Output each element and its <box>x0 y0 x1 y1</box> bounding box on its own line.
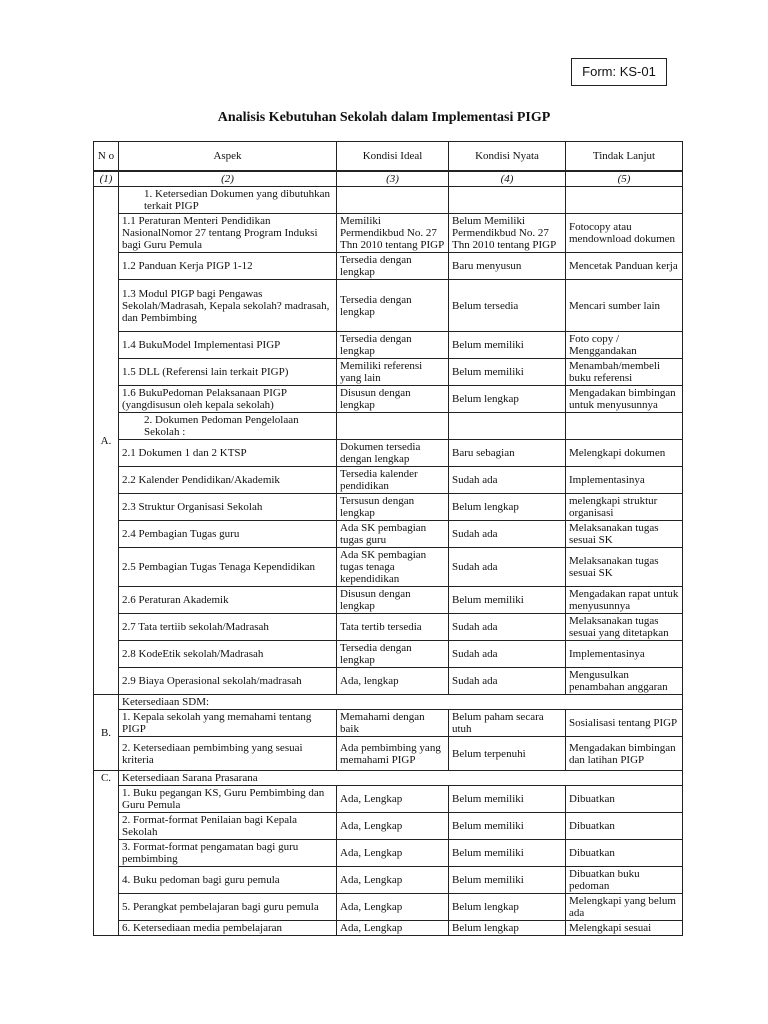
tindak-lanjut-cell <box>566 187 683 214</box>
kondisi-nyata-cell: Belum paham secara utuh <box>449 710 566 737</box>
tindak-lanjut-cell: Foto copy / Menggandakan <box>566 332 683 359</box>
kondisi-ideal-cell: Tersedia dengan lengkap <box>337 332 449 359</box>
kondisi-ideal-cell: Tersusun dengan lengkap <box>337 494 449 521</box>
tindak-lanjut-cell: Fotocopy atau mendownload dokumen <box>566 214 683 253</box>
aspek-cell: 3. Format-format pengamatan bagi guru pembimbing <box>119 840 337 867</box>
kondisi-ideal-cell: Ada, lengkap <box>337 668 449 695</box>
document-title: Analisis Kebutuhan Sekolah dalam Implementasi PIGP <box>217 110 551 125</box>
header-kondisi-nyata: Kondisi Nyata <box>449 142 566 172</box>
kondisi-nyata-cell: Sudah ada <box>449 641 566 668</box>
column-number-row <box>94 171 683 187</box>
table-row <box>94 548 683 587</box>
kondisi-nyata-cell: Belum lengkap <box>449 386 566 413</box>
tindak-lanjut-cell: Melaksanakan tugas sesuai SK <box>566 548 683 587</box>
aspek-cell: 1.1 Peraturan Menteri Pendidikan NasionalNomor 27 tentang Program Induksi bagi Guru Pemula <box>119 214 337 253</box>
table-row <box>94 737 683 771</box>
table-row <box>94 494 683 521</box>
table-row <box>94 467 683 494</box>
tindak-lanjut-cell: Implementasinya <box>566 467 683 494</box>
kondisi-nyata-cell <box>449 187 566 214</box>
section-label-a: A. <box>94 187 119 695</box>
tindak-lanjut-cell: Melengkapi sesuai <box>566 921 683 936</box>
kondisi-ideal-cell: Ada SK pembagian tugas guru <box>337 521 449 548</box>
kondisi-nyata-cell: Belum lengkap <box>449 494 566 521</box>
table-row <box>94 587 683 614</box>
aspek-cell: 1. Kepala sekolah yang memahami tentang PIGP <box>119 710 337 737</box>
aspek-cell: 2.4 Pembagian Tugas guru <box>119 521 337 548</box>
kondisi-ideal-cell: Disusun dengan lengkap <box>337 587 449 614</box>
table-row <box>94 786 683 813</box>
table-header-row <box>94 142 683 172</box>
kondisi-nyata-cell: Belum terpenuhi <box>449 737 566 771</box>
table-row <box>94 894 683 921</box>
table-row <box>94 867 683 894</box>
aspek-cell: 1. Buku pegangan KS, Guru Pembimbing dan Guru Pemula <box>119 786 337 813</box>
aspek-cell: 1.3 Modul PIGP bagi Pengawas Sekolah/Madrasah, Kepala sekolah? madrasah, dan Pembimbing <box>119 280 337 332</box>
aspek-cell: 2. Ketersediaan pembimbing yang sesuai kriteria <box>119 737 337 771</box>
table-row <box>94 359 683 386</box>
section-label-b: B. <box>94 695 119 771</box>
tindak-lanjut-cell: melengkapi struktur organisasi <box>566 494 683 521</box>
tindak-lanjut-cell: Melengkapi yang belum ada <box>566 894 683 921</box>
kondisi-ideal-cell: Ada, Lengkap <box>337 786 449 813</box>
tindak-lanjut-cell: Dibuatkan <box>566 786 683 813</box>
kondisi-ideal-cell: Memahami dengan baik <box>337 710 449 737</box>
kondisi-ideal-cell: Tersedia dengan lengkap <box>337 253 449 280</box>
aspek-cell: 1.4 BukuModel Implementasi PIGP <box>119 332 337 359</box>
kondisi-ideal-cell: Tersedia kalender pendidikan <box>337 467 449 494</box>
section-c-header-row <box>94 771 683 786</box>
column-number: (3) <box>337 171 449 187</box>
section-c-title: Ketersediaan Sarana Prasarana <box>119 771 683 786</box>
tindak-lanjut-cell: Mengadakan rapat untuk menyusunnya <box>566 587 683 614</box>
form-code-box <box>571 58 667 86</box>
kondisi-nyata-cell: Belum memiliki <box>449 587 566 614</box>
aspek-cell: 1.5 DLL (Referensi lain terkait PIGP) <box>119 359 337 386</box>
tindak-lanjut-cell: Mencetak Panduan kerja <box>566 253 683 280</box>
table-row <box>94 386 683 413</box>
tindak-lanjut-cell <box>566 413 683 440</box>
table-row <box>94 641 683 668</box>
column-number: (2) <box>119 171 337 187</box>
kondisi-nyata-cell: Belum memiliki <box>449 786 566 813</box>
kondisi-nyata-cell: Baru menyusun <box>449 253 566 280</box>
column-number: (4) <box>449 171 566 187</box>
kondisi-nyata-cell <box>449 413 566 440</box>
kondisi-ideal-cell <box>337 187 449 214</box>
table-row <box>94 332 683 359</box>
needs-analysis-table <box>93 141 683 936</box>
kondisi-nyata-cell: Sudah ada <box>449 668 566 695</box>
kondisi-nyata-cell: Sudah ada <box>449 467 566 494</box>
tindak-lanjut-cell: Melaksanakan tugas sesuai SK <box>566 521 683 548</box>
table-row <box>94 813 683 840</box>
aspek-cell: 2.1 Dokumen 1 dan 2 KTSP <box>119 440 337 467</box>
tindak-lanjut-cell: Menambah/membeli buku referensi <box>566 359 683 386</box>
kondisi-nyata-cell: Belum memiliki <box>449 840 566 867</box>
column-number: (1) <box>94 171 119 187</box>
kondisi-ideal-cell: Memiliki referensi yang lain <box>337 359 449 386</box>
table-row <box>94 614 683 641</box>
table-row <box>94 214 683 253</box>
kondisi-ideal-cell: Ada, Lengkap <box>337 813 449 840</box>
table-row <box>94 668 683 695</box>
tindak-lanjut-cell: Dibuatkan <box>566 813 683 840</box>
kondisi-nyata-cell: Belum memiliki <box>449 813 566 840</box>
tindak-lanjut-cell: Mengusulkan penambahan anggaran <box>566 668 683 695</box>
aspek-cell: 1.2 Panduan Kerja PIGP 1-12 <box>119 253 337 280</box>
kondisi-nyata-cell: Belum lengkap <box>449 894 566 921</box>
kondisi-ideal-cell: Tersedia dengan lengkap <box>337 280 449 332</box>
tindak-lanjut-cell: Implementasinya <box>566 641 683 668</box>
table-row <box>94 253 683 280</box>
aspek-cell: 5. Perangkat pembelajaran bagi guru pemula <box>119 894 337 921</box>
aspek-cell: 4. Buku pedoman bagi guru pemula <box>119 867 337 894</box>
kondisi-nyata-cell: Baru sebagian <box>449 440 566 467</box>
kondisi-nyata-cell: Sudah ada <box>449 521 566 548</box>
aspek-cell: 2.9 Biaya Operasional sekolah/madrasah <box>119 668 337 695</box>
table-row <box>94 413 683 440</box>
tindak-lanjut-cell: Mencari sumber lain <box>566 280 683 332</box>
table-row <box>94 187 683 214</box>
kondisi-nyata-cell: Belum memiliki <box>449 867 566 894</box>
header-no: N o <box>94 142 119 172</box>
aspek-cell: 2. Format-format Penilaian bagi Kepala Sekolah <box>119 813 337 840</box>
aspek-cell: 1.6 BukuPedoman Pelaksanaan PIGP (yangdisusun oleh kepala sekolah) <box>119 386 337 413</box>
section-b-title: Ketersediaan SDM: <box>119 695 683 710</box>
kondisi-nyata-cell: Belum memiliki <box>449 332 566 359</box>
kondisi-nyata-cell: Belum memiliki <box>449 359 566 386</box>
kondisi-ideal-cell: Ada SK pembagian tugas tenaga kependidikan <box>337 548 449 587</box>
kondisi-ideal-cell: Ada, Lengkap <box>337 894 449 921</box>
section-label-c: C. <box>94 771 119 936</box>
kondisi-ideal-cell: Dokumen tersedia dengan lengkap <box>337 440 449 467</box>
kondisi-ideal-cell: Tata tertib tersedia <box>337 614 449 641</box>
aspek-cell: 6. Ketersediaan media pembelajaran <box>119 921 337 936</box>
table-row <box>94 280 683 332</box>
table-row <box>94 521 683 548</box>
aspek-cell: 2.8 KodeEtik sekolah/Madrasah <box>119 641 337 668</box>
kondisi-ideal-cell: Disusun dengan lengkap <box>337 386 449 413</box>
kondisi-ideal-cell: Ada, Lengkap <box>337 921 449 936</box>
form-code-label: Form: KS-01 <box>582 64 656 79</box>
tindak-lanjut-cell: Dibuatkan <box>566 840 683 867</box>
kondisi-ideal-cell: Memiliki Permendikbud No. 27 Thn 2010 tentang PIGP <box>337 214 449 253</box>
tindak-lanjut-cell: Dibuatkan buku pedoman <box>566 867 683 894</box>
table-row <box>94 440 683 467</box>
header-aspek: Aspek <box>119 142 337 172</box>
tindak-lanjut-cell: Mengadakan bimbingan untuk menyusunnya <box>566 386 683 413</box>
aspek-cell: 2.6 Peraturan Akademik <box>119 587 337 614</box>
table-row <box>94 921 683 936</box>
kondisi-ideal-cell: Tersedia dengan lengkap <box>337 641 449 668</box>
kondisi-ideal-cell: Ada pembimbing yang memahami PIGP <box>337 737 449 771</box>
aspek-cell: 2. Dokumen Pedoman Pengelolaan Sekolah : <box>119 413 337 440</box>
kondisi-nyata-cell: Sudah ada <box>449 548 566 587</box>
header-kondisi-ideal: Kondisi Ideal <box>337 142 449 172</box>
aspek-cell: 2.2 Kalender Pendidikan/Akademik <box>119 467 337 494</box>
section-b-body <box>94 695 683 771</box>
section-a-body <box>94 187 683 695</box>
aspek-cell: 2.7 Tata tertiib sekolah/Madrasah <box>119 614 337 641</box>
aspek-cell: 2.3 Struktur Organisasi Sekolah <box>119 494 337 521</box>
aspek-cell: 1. Ketersedian Dokumen yang dibutuhkan terkait PIGP <box>119 187 337 214</box>
kondisi-ideal-cell: Ada, Lengkap <box>337 867 449 894</box>
header-tindak-lanjut: Tindak Lanjut <box>566 142 683 172</box>
tindak-lanjut-cell: Mengadakan bimbingan dan latihan PIGP <box>566 737 683 771</box>
tindak-lanjut-cell: Melaksanakan tugas sesuai yang ditetapkan <box>566 614 683 641</box>
aspek-cell: 2.5 Pembagian Tugas Tenaga Kependidikan <box>119 548 337 587</box>
kondisi-nyata-cell: Sudah ada <box>449 614 566 641</box>
section-b-header-row <box>94 695 683 710</box>
section-c-body <box>94 771 683 936</box>
kondisi-ideal-cell <box>337 413 449 440</box>
kondisi-nyata-cell: Belum lengkap <box>449 921 566 936</box>
kondisi-nyata-cell: Belum tersedia <box>449 280 566 332</box>
kondisi-ideal-cell: Ada, Lengkap <box>337 840 449 867</box>
column-number: (5) <box>566 171 683 187</box>
table-row <box>94 710 683 737</box>
kondisi-nyata-cell: Belum Memiliki Permendikbud No. 27 Thn 2010 tentang PIGP <box>449 214 566 253</box>
tindak-lanjut-cell: Melengkapi dokumen <box>566 440 683 467</box>
tindak-lanjut-cell: Sosialisasi tentang PIGP <box>566 710 683 737</box>
table-row <box>94 840 683 867</box>
